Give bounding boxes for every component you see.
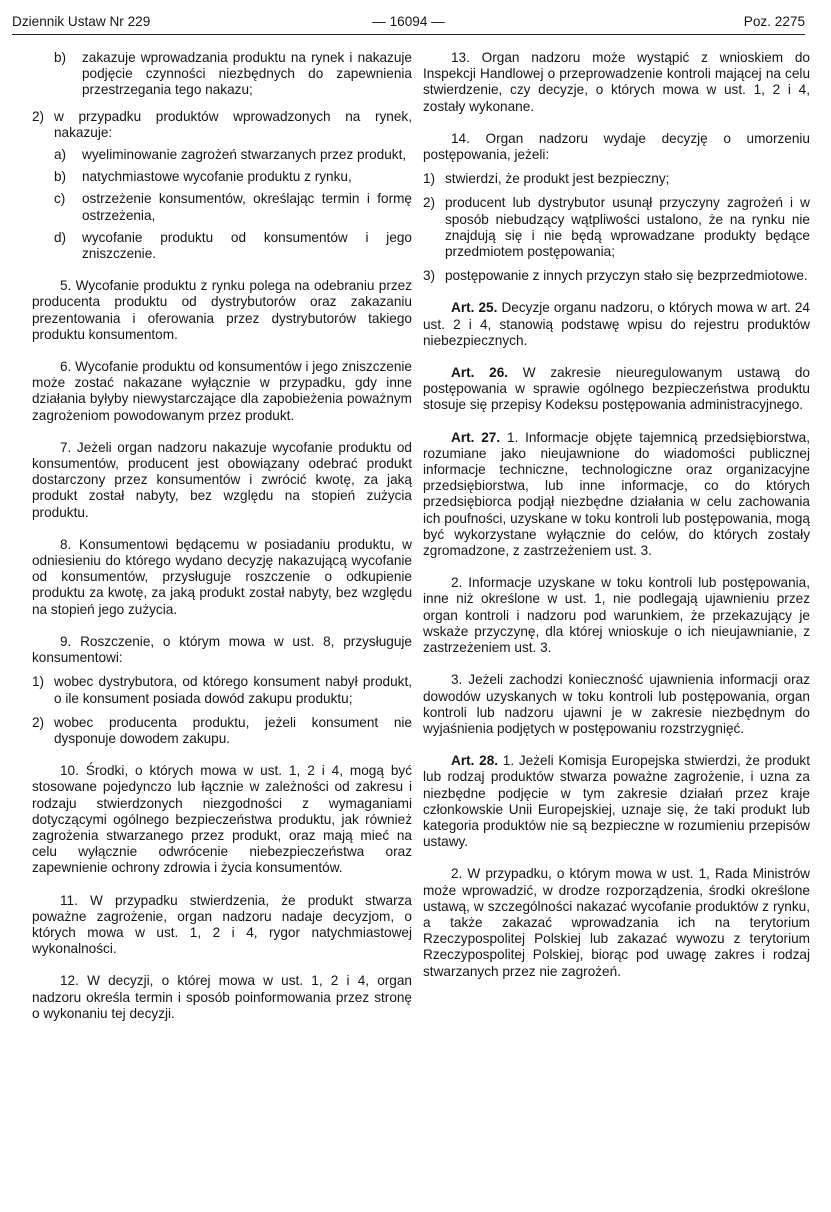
right-column [423, 50, 810, 996]
article-27 [423, 430, 810, 560]
list-text: w przypadku produktów wprowadzonych na rynek, nakazuje: [54, 108, 412, 140]
list-label: 2) [423, 195, 436, 211]
list-label: 1) [423, 171, 436, 187]
paragraph-13: 13. Organ nadzoru może wystąpić z wnioskiem do Inspekcji Handlowej o przeprowadzenie kontroli mającej na celu stwierdzenie, czy decyzje, o których mowa w ust. 1, 2 i 4, zostały wykonane. [423, 50, 810, 114]
list-item [32, 191, 412, 223]
journal-title: Dziennik Ustaw Nr 229 [12, 14, 151, 29]
article-26 [423, 365, 810, 414]
list-text: natychmiastowe wycofanie produktu z rynku, [82, 169, 352, 185]
paragraph-7: 7. Jeżeli organ nadzoru nakazuje wycofanie produktu od konsumentów, producent jest obowiązany odebrać produkt dostarczony przez konsumentów i zwrócić kwotę, za jaką produkt został nabyty, bez względu na stopień zużycia produktu. [32, 439, 412, 520]
article-text: 1. Informacje objęte tajemnicą przedsiębiorstwa, rozumiane jako nieujawnione do wiadomości publicznej informacje techniczne, technologiczne oraz organizacyjne przedsiębiorstwa, lub inne informacje, co do których przedsiębiorca podjął niezbędne działania w celu zachowania ich poufności, uzyskane w toku kontroli lub postępowania, mogą być wykorzystane wyłącznie do celów, do których zostały zgromadzone, z zastrzeżeniem ust. 3. [423, 429, 810, 559]
paragraph-14: 14. Organ nadzoru wydaje decyzję o umorzeniu postępowania, jeżeli: [423, 130, 810, 163]
list-text: wyeliminowanie zagrożeń stwarzanych przez produkt, [82, 147, 407, 163]
article-27-paragraph-3: 3. Jeżeli zachodzi konieczność ujawnienia informacji oraz dowodów uzyskanych w toku kontroli lub postępowania, organ kontroli lub nadzoru ujawni je w zakresie niezbędnym do wyjaśnienia podjętych w postępowaniu rozstrzygnięć. [423, 672, 810, 736]
left-column [32, 50, 412, 1038]
paragraph-11: 11. W przypadku stwierdzenia, że produkt stwarza poważne zagrożenie, organ nadzoru nadaje decyzjom, o których mowa w ust. 1, 2 i 4, rygor natychmiastowej wykonalności. [32, 892, 412, 957]
list-label: 2) [32, 714, 45, 730]
list-item [423, 195, 810, 260]
page-header [12, 12, 805, 35]
list-label: a) [54, 147, 67, 163]
paragraph-5: 5. Wycofanie produktu z rynku polega na odebraniu przez producenta produktu od dystrybutorów oraz zakazaniu prezentowania i oferowania przez dystrybutorów takiego produktu konsumentom. [32, 278, 412, 342]
list-text: producent lub dystrybutor usunął przyczyny zagrożeń i w sposób niebudzący wątpliwości ustalono, że na rynku nie znajdują się i nie będą wprowadzane produkty będące przedmiotem postępowania; [445, 195, 810, 260]
list-text: postępowanie z innych przyczyn stało się bezprzedmiotowe. [445, 268, 808, 284]
list-item [32, 147, 412, 163]
article-28-paragraph-2: 2. W przypadku, o którym mowa w ust. 1, Rada Ministrów może wprowadzić, w drodze rozporządzenia, środki określone ustawą, w szczególności nakazać wycofanie produktów z rynku, a także zakazać wprowadzania ich na terytorium Rzeczypospolitej Polskiej lub zakazać wywozu z terytorium Rzeczypospolitej Polskiej, biorąc pod uwagę zakres i rodzaj stwarzanych przez nie zagrożeń. [423, 866, 810, 979]
list-item [423, 171, 810, 187]
paragraph-9: 9. Roszczenie, o którym mowa w ust. 8, przysługuje konsumentowi: [32, 633, 412, 666]
article-heading: Art. 27. [451, 429, 501, 445]
article-text: W zakresie nieuregulowanym ustawą do postępowania w sprawie ogólnego bezpieczeństwa produktu stosuje się przepisy Kodeksu postępowania administracyjnego. [423, 365, 810, 413]
paragraph-8: 8. Konsumentowi będącemu w posiadaniu produktu, w odniesieniu do którego wydano decyzję nakazującą wycofanie od konsumentów, przysługuje roszczenie o odkupienie produktu za kwotę, za jaką produkt został nabyty, bez względu na stopień jego zużycia. [32, 536, 412, 617]
list-text: ostrzeżenie konsumentów, określając termin i formę ostrzeżenia, [82, 191, 412, 223]
paragraph-12: 12. W decyzji, o której mowa w ust. 1, 2 i 4, organ nadzoru określa termin i sposób poinformowania przez stronę o wykonaniu tej decyzji. [32, 973, 412, 1021]
article-text: 1. Jeżeli Komisja Europejska stwierdzi, że produkt lub rodzaj produktów stwarza poważne zagrożenie, i uzna za niezbędne podjęcie w tym zakresie działań przez kraje członkowskie Unii Europejskiej, uznaje się, że taki produkt lub kategoria produktów nie są bezpieczne w rozumieniu przepisów ustawy. [423, 753, 810, 850]
list-label: c) [54, 191, 66, 207]
article-heading: Art. 26. [451, 365, 509, 381]
list-label: 2) [32, 108, 45, 124]
list-label: d) [54, 229, 67, 245]
list-item [32, 169, 412, 185]
list-text: zakazuje wprowadzania produktu na rynek i nakazuje podjęcie czynności niezbędnych do zapewnienia przestrzegania tego nakazu; [82, 50, 412, 98]
list-label: 3) [423, 268, 436, 284]
list-label: b) [54, 50, 67, 65]
list-text: stwierdzi, że produkt jest bezpieczny; [445, 171, 670, 187]
page-number: — 16094 — [372, 14, 445, 29]
list-text: wobec producenta produktu, jeżeli konsument nie dysponuje dowodem zakupu. [54, 714, 412, 746]
list-label: 1) [32, 674, 45, 690]
list-item [32, 674, 412, 706]
paragraph-6: 6. Wycofanie produktu od konsumentów i jego zniszczenie może zostać nakazane wyłącznie w przypadku, gdy inne działania byłyby niewystarczające dla zapobieżenia poważnym zagrożeniom powodowanym przez produkt. [32, 359, 412, 423]
article-27-paragraph-2: 2. Informacje uzyskane w toku kontroli lub postępowania, inne niż określone w ust. 1, nie podlegają ujawnieniu przez organ kontroli i nadzoru pod warunkiem, że przekazujący je wskaże przyczynę, dla której wnioskuje o ich nieujawnianie, z zastrzeżeniem ust. 3. [423, 575, 810, 656]
position-number: Poz. 2275 [743, 14, 805, 29]
article-28 [423, 753, 810, 850]
list-item [32, 109, 412, 141]
list-item [32, 715, 412, 747]
list-item [32, 50, 412, 99]
article-heading: Art. 28. [451, 753, 499, 769]
paragraph-10: 10. Środki, o których mowa w ust. 1, 2 i 4, mogą być stosowane pojedynczo lub łącznie w zależności od zakresu i rodzaju stwierdzonych niezgodności z wymaganiami dotyczącymi ogólnego bezpieczeństwa produktu, jak również zagrożenia stwarzanego przez produkt, oraz mają mieć na celu wyłącznie odwrócenie niebezpieczeństwa oraz zapewnienie ochrony zdrowia i życia konsumentów. [32, 763, 412, 876]
list-label: b) [54, 169, 67, 185]
article-text: Decyzje organu nadzoru, o których mowa w art. 24 ust. 2 i 4, stanowią podstawę wpisu do rejestru produktów niebezpiecznych. [423, 300, 810, 348]
list-item [423, 268, 810, 284]
list-item [32, 230, 412, 262]
article-25 [423, 300, 810, 349]
list-text: wycofanie produktu od konsumentów i jego zniszczenie. [82, 229, 412, 262]
list-text: wobec dystrybutora, od którego konsument nabył produkt, o ile konsument posiada dowód zakupu produktu; [54, 674, 412, 706]
article-heading: Art. 25. [451, 300, 498, 316]
